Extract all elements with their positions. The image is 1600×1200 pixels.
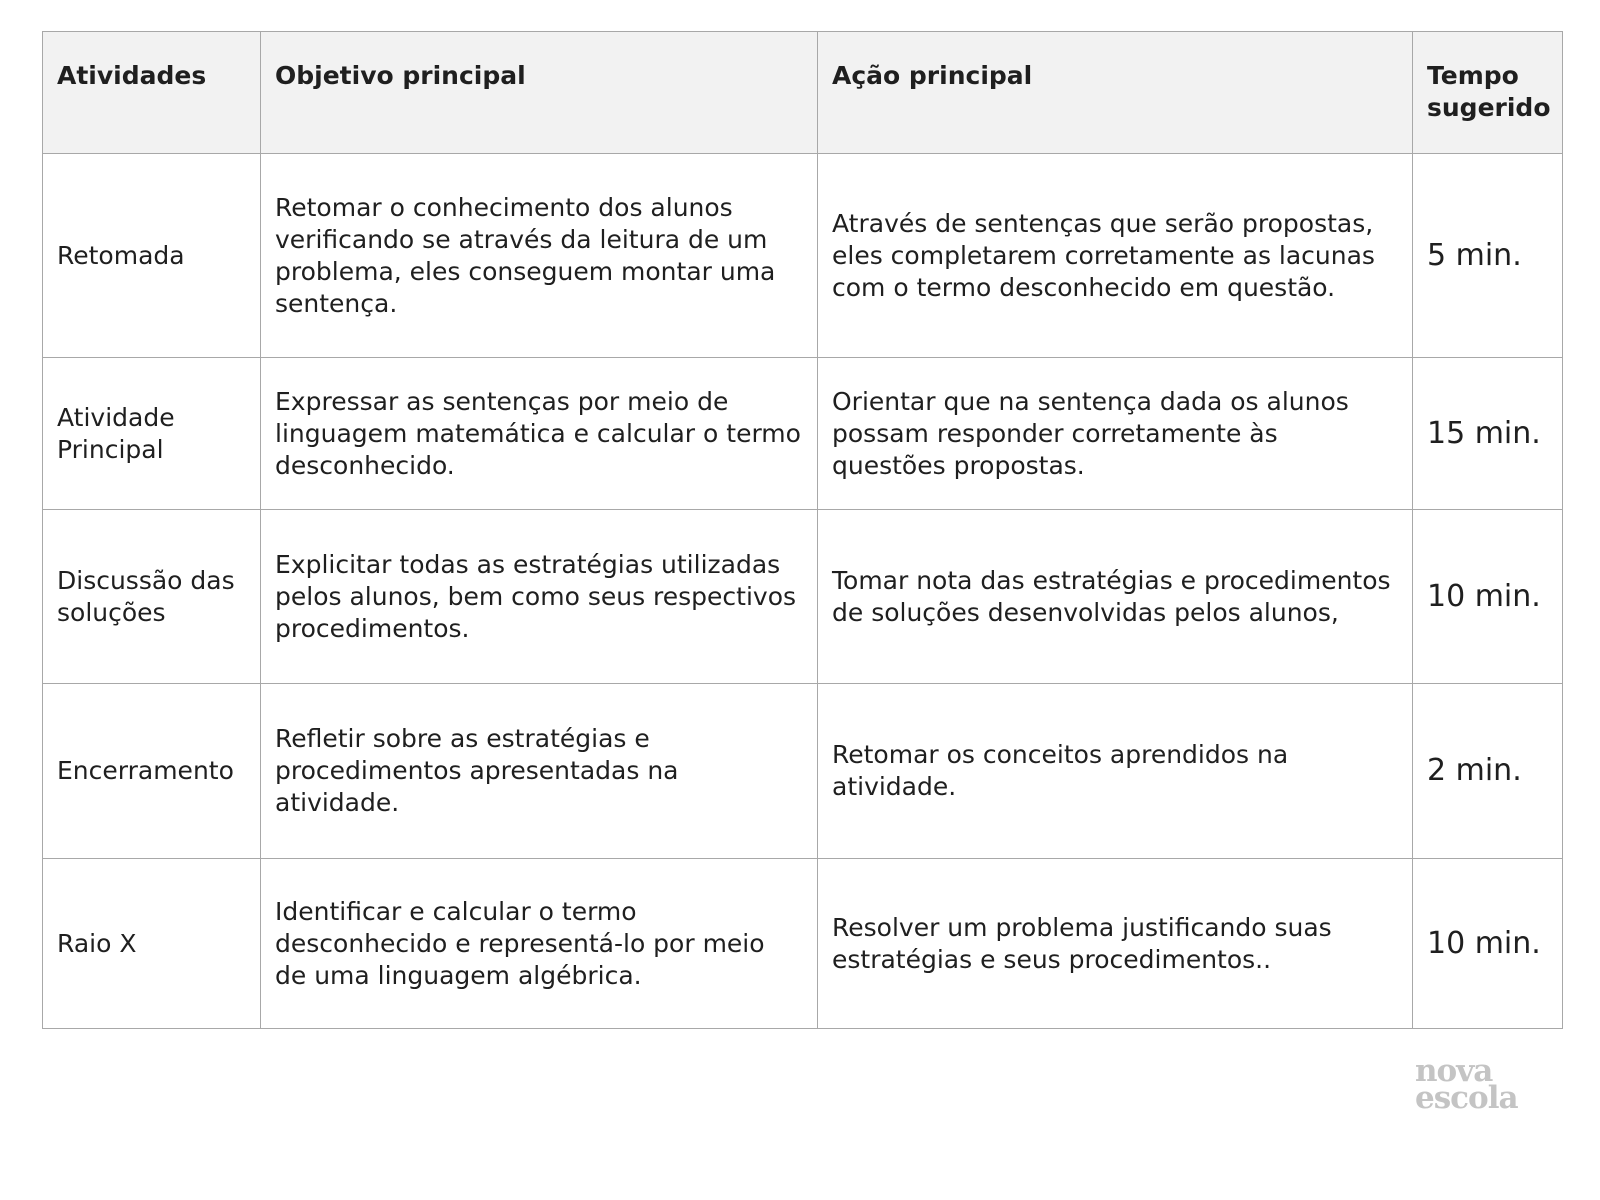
objective-cell: Refletir sobre as estratégias e procedimentos apresentadas na atividade. [261,684,818,859]
header-action: Ação principal [818,32,1413,154]
time-cell: 10 min. [1413,859,1563,1029]
table-row [43,154,1563,358]
activity-cell: Atividade Principal [43,358,261,510]
logo-line-2: escola [1415,1080,1518,1116]
objective-cell: Identificar e calcular o termo desconhecido e representá-lo por meio de uma linguagem algébrica. [261,859,818,1029]
action-cell: Retomar os conceitos aprendidos na atividade. [818,684,1413,859]
header-activities: Atividades [43,32,261,154]
table-header-row [43,32,1563,154]
activity-cell: Raio X [43,859,261,1029]
objective-cell: Explicitar todas as estratégias utilizadas pelos alunos, bem como seus respectivos procedimentos. [261,510,818,684]
activity-cell: Discussão das soluções [43,510,261,684]
header-time: Tempo sugerido [1413,32,1563,154]
table-row [43,358,1563,510]
header-objective: Objetivo principal [261,32,818,154]
action-cell: Resolver um problema justificando suas estratégias e seus procedimentos.. [818,859,1413,1029]
action-cell: Tomar nota das estratégias e procedimentos de soluções desenvolvidas pelos alunos, [818,510,1413,684]
time-cell: 15 min. [1413,358,1563,510]
action-cell: Orientar que na sentença dada os alunos possam responder corretamente às questões propostas. [818,358,1413,510]
activity-cell: Encerramento [43,684,261,859]
time-cell: 10 min. [1413,510,1563,684]
table-row [43,859,1563,1029]
table-row [43,510,1563,684]
objective-cell: Retomar o conhecimento dos alunos verificando se através da leitura de um problema, eles conseguem montar uma sentença. [261,154,818,358]
table-row [43,684,1563,859]
activity-cell: Retomada [43,154,261,358]
logo-line-1: nova [1415,1053,1493,1089]
lesson-plan-table [42,31,1563,1029]
action-cell: Através de sentenças que serão propostas, eles completarem corretamente as lacunas com o termo desconhecido em questão. [818,154,1413,358]
objective-cell: Expressar as sentenças por meio de linguagem matemática e calcular o termo desconhecido. [261,358,818,510]
time-cell: 5 min. [1413,154,1563,358]
nova-escola-logo [1415,1053,1535,1116]
time-cell: 2 min. [1413,684,1563,859]
